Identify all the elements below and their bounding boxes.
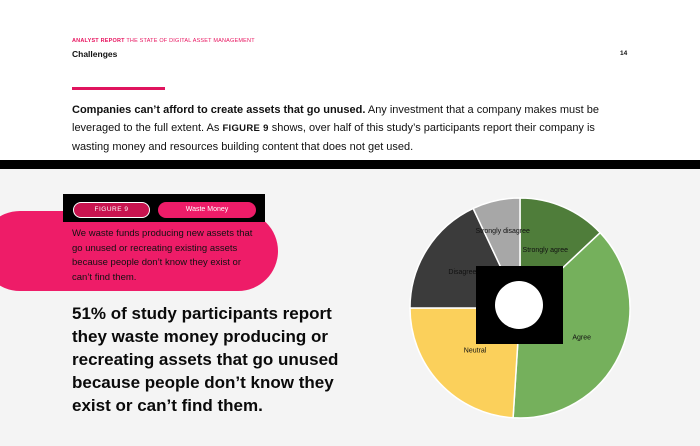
figure-reference: FIGURE 9 — [222, 123, 269, 134]
page-number: 14 — [620, 50, 628, 57]
report-label: ANALYST REPORT — [72, 38, 125, 44]
pie-label-strongly-agree: Strongly agree — [522, 246, 569, 254]
headline-stat: 51% of study participants report they waste money producing or recreating assets that go unused because people don’t know they exist or can’t find them. — [72, 304, 339, 415]
figure-topic-tag: Waste Money — [158, 202, 256, 218]
pie-label-neutral: Neutral — [463, 347, 487, 355]
intro-paragraph — [72, 101, 612, 156]
section-title: Challenges — [72, 49, 118, 59]
report-eyebrow — [72, 38, 255, 44]
center-hole — [495, 281, 543, 329]
intro-text-2: shows, over half of this study’s participants report their company is wasting money and resources building content that does not get used. — [72, 122, 595, 153]
intro-text-1: Any investment that a company makes must be leveraged to the full extent. As — [72, 104, 599, 134]
figure-statement: We waste funds producing new assets that go unused or recreating existing assets because people don’t know they exist or can’t find them. — [72, 228, 253, 283]
report-title: THE STATE OF DIGITAL ASSET MANAGEMENT — [126, 38, 255, 44]
pie-label-disagree: Disagree — [448, 269, 477, 276]
section-divider — [0, 160, 700, 169]
pie-label-agree: Agree — [572, 334, 592, 342]
pie-label-strongly-disagree: Strongly disagree — [475, 228, 530, 236]
figure-label-tag: FIGURE 9 — [73, 202, 150, 218]
intro-lead: Companies can’t afford to create assets that go unused. — [72, 104, 366, 116]
accent-rule — [72, 87, 165, 90]
response-pie-chart — [408, 196, 632, 420]
